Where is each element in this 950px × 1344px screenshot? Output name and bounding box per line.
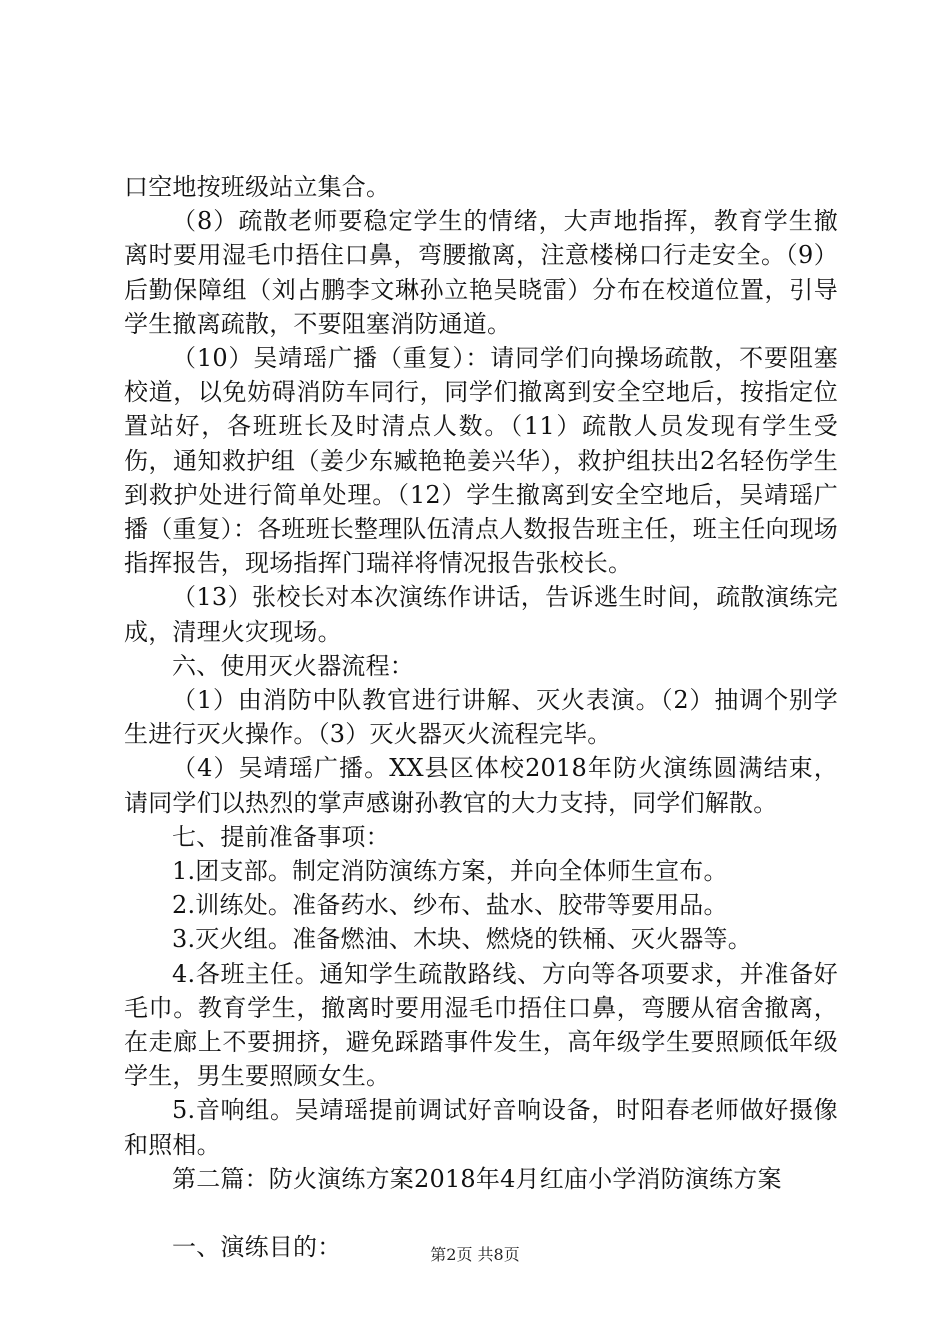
list-item-prep-5: 5.音响组。吴靖瑶提前调试好音响设备，时阳春老师做好摄像和照相。 [124,1096,838,1159]
page-number-footer: 第2页 共8页 [430,1245,520,1264]
paragraph-closing-broadcast: （4）吴靖瑶广播。XX县区体校2018年防火演练圆满结束，请同学们以热烈的掌声感谢孙教官的大力支持，同学们解散。 [124,754,838,817]
paragraph-broadcast: （10）吴靖瑶广播（重复）：请同学们向操场疏散，不要阻塞校道，以免妨碍消防车同行，同学们撤离到安全空地后，按指定位置站好，各班班长及时清点人数。（11）疏散人员发现有学生受伤，通知救护组（姜少东臧艳艳姜兴华），救护组扶出2名轻伤学生到救护处进行简单处理。（12）学生撤离到安全空地后，吴靖瑶广播（重复）：各班班长整理队伍清点人数报告班主任，班主任向现场指挥报告，现场指挥门瑞祥将情况报告张校长。 [124,344,838,578]
paragraph-evacuation-teachers: （8）疏散老师要稳定学生的情绪，大声地指挥，教育学生撤离时要用湿毛巾捂住口鼻，弯腰撤离，注意楼梯口行走安全。（9）后勤保障组（刘占鹏李文琳孙立艳吴晓雷）分布在校道位置，引导学生撤离疏散，不要阻塞消防通道。 [124,207,838,338]
heading-preparation: 七、提前准备事项： [172,822,390,851]
paragraph-extinguisher-steps: （1）由消防中队教官进行讲解、灭火表演。（2）抽调个别学生进行灭火操作。（3）灭火器灭火流程完毕。 [124,686,838,749]
list-item-prep-3: 3.灭火组。准备燃油、木块、燃烧的铁桶、灭火器等。 [172,925,752,954]
document-body [124,170,838,1264]
list-item-prep-2: 2.训练处。准备药水、纱布、盐水、胶带等要用品。 [172,891,728,920]
heading-second-article: 第二篇：防火演练方案2018年4月红庙小学消防演练方案 [172,1164,782,1193]
heading-extinguisher-procedure: 六、使用灭火器流程： [172,651,414,680]
paragraph-assembly: 口空地按班级站立集合。 [124,173,391,201]
paragraph-principal-speech: （13）张校长对本次演练作讲话，告诉逃生时间，疏散演练完成，清理火灾现场。 [124,583,838,646]
list-item-prep-1: 1.团支部。制定消防演练方案，并向全体师生宣布。 [172,857,728,886]
heading-drill-purpose: 一、演练目的： [172,1233,342,1262]
list-item-prep-4: 4.各班主任。通知学生疏散路线、方向等各项要求，并准备好毛巾。教育学生，撤离时要用湿毛巾捂住口鼻，弯腰从宿舍撤离，在走廊上不要拥挤，避免踩踏事件发生，高年级学生要照顾低年级学生，男生要照顾女生。 [124,959,838,1091]
